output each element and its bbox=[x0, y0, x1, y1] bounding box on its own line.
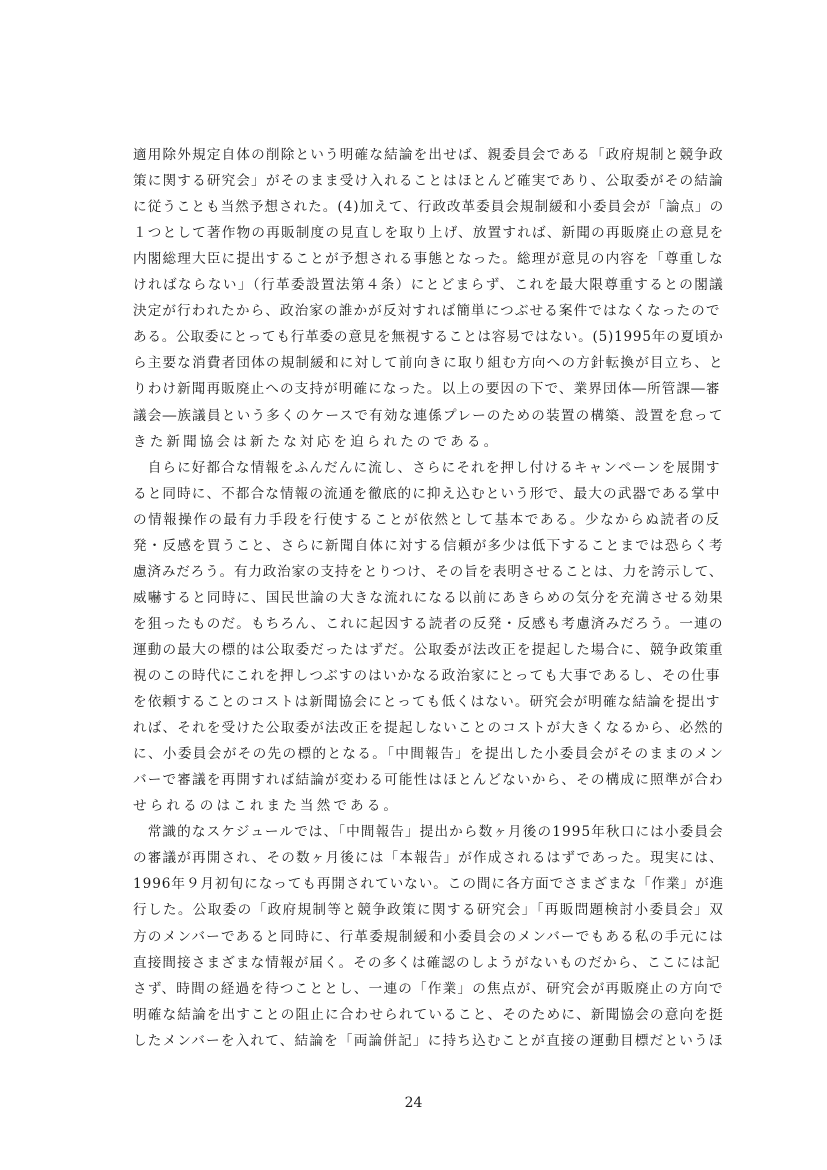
text-line: の審議が再開され、その数ヶ月後には「本報告」が作成されるはずであった。現実には、 bbox=[133, 850, 724, 867]
text-line: ら主要な消費者団体の規制緩和に対して前向きに取り組む方向への方針転換が目立ち、と bbox=[133, 355, 724, 372]
text-line: 明確な結論を出すことの阻止に合わせられていること、そのために、新聞協会の意向を挺 bbox=[133, 1006, 724, 1023]
text-line: 策に関する研究会」がそのまま受け入れることはほとんど確実であり、公取委がその結論 bbox=[133, 173, 724, 190]
text-line: きた新聞協会は新たな対応を迫られたのである。 bbox=[133, 433, 501, 450]
text-line: ある。公取委にとっても行革委の意見を無視することは容易ではない。(5)1995年の夏頃か bbox=[133, 329, 724, 346]
text-line: したメンバーを入れて、結論を「両論併記」に持ち込むことが直接の運動目標だというほ bbox=[133, 1032, 724, 1049]
text-line: ければならない」（行革委設置法第４条）にとどまらず、これを最大限尊重するとの閣議 bbox=[133, 277, 725, 294]
text-line: 慮済みだろう。有力政治家の支持をとりつけ、その旨を表明させることは、力を誇示して、 bbox=[133, 563, 724, 580]
text-line: を狙ったものだ。もちろん、これに起因する読者の反発・反感も考慮済みだろう。一連の bbox=[133, 615, 724, 632]
page-number: 24 bbox=[404, 1095, 423, 1111]
text-line: 行した。公取委の「政府規制等と競争政策に関する研究会」「再販問題検討小委員会」双 bbox=[133, 902, 725, 919]
text-line: を依頼することのコストは新聞協会にとっても低くはない。研究会が明確な結論を提出す bbox=[133, 694, 721, 711]
text-line: 直接間接さまざまな情報が届く。その多くは確認のしようがないものだから、ここには記 bbox=[133, 954, 721, 971]
text-line: 内閣総理大臣に提出することが予想される事態となった。総理が意見の内容を「尊重しな bbox=[133, 251, 724, 268]
text-line: 視のこの時代にこれを押しつぶすのはいかなる政治家にとっても大事であるし、その仕事 bbox=[133, 668, 721, 684]
text-line: 運動の最大の標的は公取委だったはずだ。公取委が法改正を提起した場合に、競争政策重 bbox=[133, 641, 724, 658]
text-line: 議会―族議員という多くのケースで有効な連係プレーのための装置の構築、設置を怠って bbox=[133, 407, 724, 424]
text-line: １つとして著作物の再販制度の見直しを取り上げ、放置すれば、新聞の再販廃止の意見を bbox=[133, 225, 725, 242]
text-line: 自らに好都合な情報をふんだんに流し、さらにそれを押し付けるキャンペーンを展開す bbox=[133, 459, 721, 476]
text-line: 決定が行われたから、政治家の誰かが反対すれば簡単につぶせる案件ではなくなったので bbox=[133, 303, 721, 320]
text-line: バーで審議を再開すれば結論が変わる可能性はほとんどないから、その構成に照準が合わ bbox=[133, 772, 724, 789]
text-line: 方のメンバーであると同時に、行革委規制緩和小委員会のメンバーでもある私の手元には bbox=[133, 928, 724, 945]
text-line: 発・反感を買うこと、さらに新聞自体に対する信頼が多少は低下することまでは恐らく考 bbox=[133, 537, 724, 554]
text-line: の情報操作の最有力手段を行使することが依然として基本である。少なからぬ読者の反 bbox=[133, 511, 721, 528]
text-line: れば、それを受けた公取委が法改正を提起しないことのコストが大きくなるから、必然的 bbox=[133, 720, 724, 737]
text-line: 適用除外規定自体の削除という明確な結論を出せば、親委員会である「政府規制と競争政 bbox=[133, 147, 724, 163]
text-line: さず、時間の経過を待つこととし、一連の「作業」の焦点が、研究会が再販廃止の方向で bbox=[133, 980, 724, 997]
text-line: 1996年９月初旬になっても再開されていない。この間に各方面でさまざまな「作業」が進 bbox=[133, 876, 725, 893]
text-line: に、小委員会がその先の標的となる。「中間報告」を提出した小委員会がそのままのメン bbox=[133, 746, 725, 763]
text-line: に従うことも当然予想された。(4)加えて、行政改革委員会規制緩和小委員会が「論点」の bbox=[133, 199, 725, 216]
text-line: りわけ新聞再販廃止への支持が明確になった。以上の要因の下で、業界団体―所管課―審 bbox=[133, 381, 721, 398]
text-line: ると同時に、不都合な情報の流通を徹底的に抑え込むという形で、最大の武器である掌中 bbox=[133, 485, 721, 502]
text-line: 常識的なスケジュールでは、「中間報告」提出から数ヶ月後の1995年秋口には小委員会 bbox=[133, 824, 724, 841]
text-line: 威嚇すると同時に、国民世論の大きな流れになる以前にあきらめの気分を充満させる効果 bbox=[133, 589, 724, 606]
text-line: せられるのはこれまた当然である。 bbox=[133, 798, 401, 815]
